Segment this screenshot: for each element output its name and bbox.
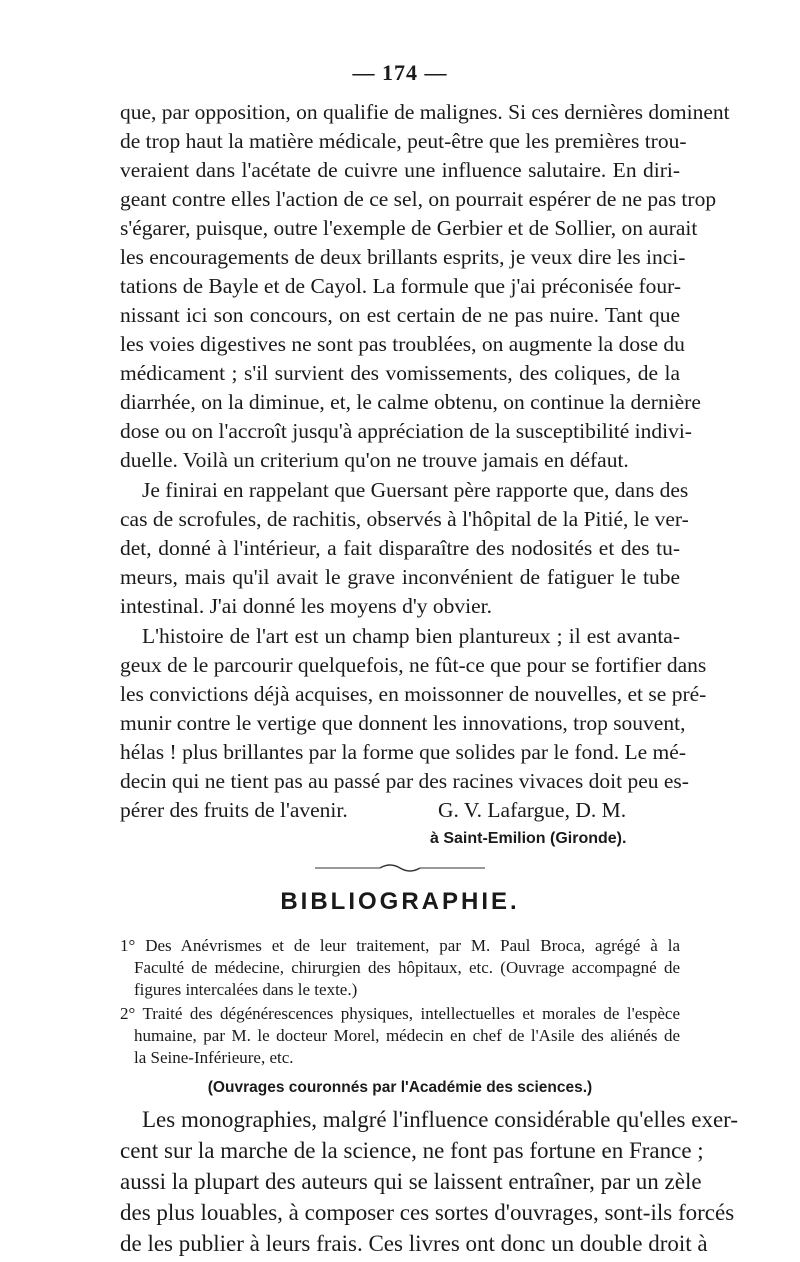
text-line: les convictions déjà acquises, en moissonner de nouvelles, et se pré-: [120, 682, 707, 706]
text-line: de les publier à leurs frais. Ces livres ont donc un double droit à: [120, 1231, 708, 1256]
reference-line: la Seine-Inférieure, etc.: [134, 1048, 294, 1067]
author-place: à Saint-Emilion (Gironde).: [430, 830, 627, 847]
text-line: dose ou on l'accroît jusqu'à appréciation de la susceptibilité indivi-: [120, 419, 692, 443]
text-line: Les monographies, malgré l'influence considérable qu'elles exer-: [142, 1107, 739, 1132]
text-line: meurs, mais qu'il avait le grave inconvénient de fatiguer le tube: [120, 565, 680, 589]
text-line: duelle. Voilà un criterium qu'on ne trouve jamais en défaut.: [120, 448, 629, 472]
text-line: L'histoire de l'art est un champ bien plantureux ; il est avanta-: [142, 624, 680, 648]
text-line: les encouragements de deux brillants esprits, je veux dire les inci-: [120, 245, 686, 269]
page-number: — 174 —: [352, 60, 448, 85]
closing-line: pérer des fruits de l'avenir.: [120, 798, 348, 822]
reference-line: figures intercalées dans le texte.): [134, 980, 358, 999]
reference-line: humaine, par M. le docteur Morel, médecin en chef de l'Asile des aliénés de: [134, 1026, 680, 1045]
text-line: intestinal. J'ai donné les moyens d'y obvier.: [120, 594, 492, 618]
text-line: des plus louables, à composer ces sortes d'ouvrages, sont-ils forcés: [120, 1200, 735, 1225]
author-name: G. V. Lafargue, D. M.: [438, 798, 627, 822]
text-line: geux de le parcourir quelquefois, ne fût-ce que pour se fortifier dans: [120, 653, 707, 677]
text-line: que, par opposition, on qualifie de malignes. Si ces dernières dominent: [120, 100, 730, 124]
text-line: de trop haut la matière médicale, peut-être que les premières trou-: [120, 129, 687, 153]
text-line: cent sur la marche de la science, ne font pas fortune en France ;: [120, 1138, 704, 1163]
reference-line: 2° Traité des dégénérescences physiques, intellectuelles et morales de l'espèce: [120, 1004, 680, 1023]
text-line: médicament ; s'il survient des vomissements, des coliques, de la: [120, 361, 680, 385]
text-line: decin qui ne tient pas au passé par des racines vivaces doit peu es-: [120, 769, 689, 793]
text-line: s'égarer, puisque, outre l'exemple de Gerbier et de Sollier, on aurait: [120, 216, 698, 240]
ornament-divider: [315, 862, 485, 874]
award-note: (Ouvrages couronnés par l'Académie des sciences.): [207, 1079, 593, 1096]
text-line: diarrhée, on la diminue, et, le calme obtenu, on continue la dernière: [120, 390, 701, 414]
text-line: geant contre elles l'action de ce sel, on pourrait espérer de ne pas trop: [120, 187, 717, 211]
text-line: nissant ici son concours, on est certain de ne pas nuire. Tant que: [120, 303, 680, 327]
text-line: aussi la plupart des auteurs qui se laissent entraîner, par un zèle: [120, 1169, 702, 1194]
reference-line: 1° Des Anévrismes et de leur traitement, par M. Paul Broca, agrégé à la: [120, 936, 680, 955]
text-line: det, donné à l'intérieur, a fait disparaître des nodosités et des tu-: [120, 536, 680, 560]
text-line: veraient dans l'acétate de cuivre une influence salutaire. En diri-: [120, 158, 680, 182]
text-line: tations de Bayle et de Cayol. La formule que j'ai préconisée four-: [120, 274, 682, 298]
text-line: hélas ! plus brillantes par la forme que solides par le fond. Le mé-: [120, 740, 686, 764]
reference-line: Faculté de médecine, chirurgien des hôpitaux, etc. (Ouvrage accompagné de: [134, 958, 680, 977]
text-line: les voies digestives ne sont pas troublées, on augmente la dose du: [120, 332, 685, 356]
text-line: cas de scrofules, de rachitis, observés à l'hôpital de la Pitié, le ver-: [120, 507, 689, 531]
section-heading: BIBLIOGRAPHIE.: [280, 888, 520, 915]
text-line: munir contre le vertige que donnent les innovations, trop souvent,: [120, 711, 686, 735]
text-line: Je finirai en rappelant que Guersant père rapporte que, dans des: [142, 478, 689, 502]
